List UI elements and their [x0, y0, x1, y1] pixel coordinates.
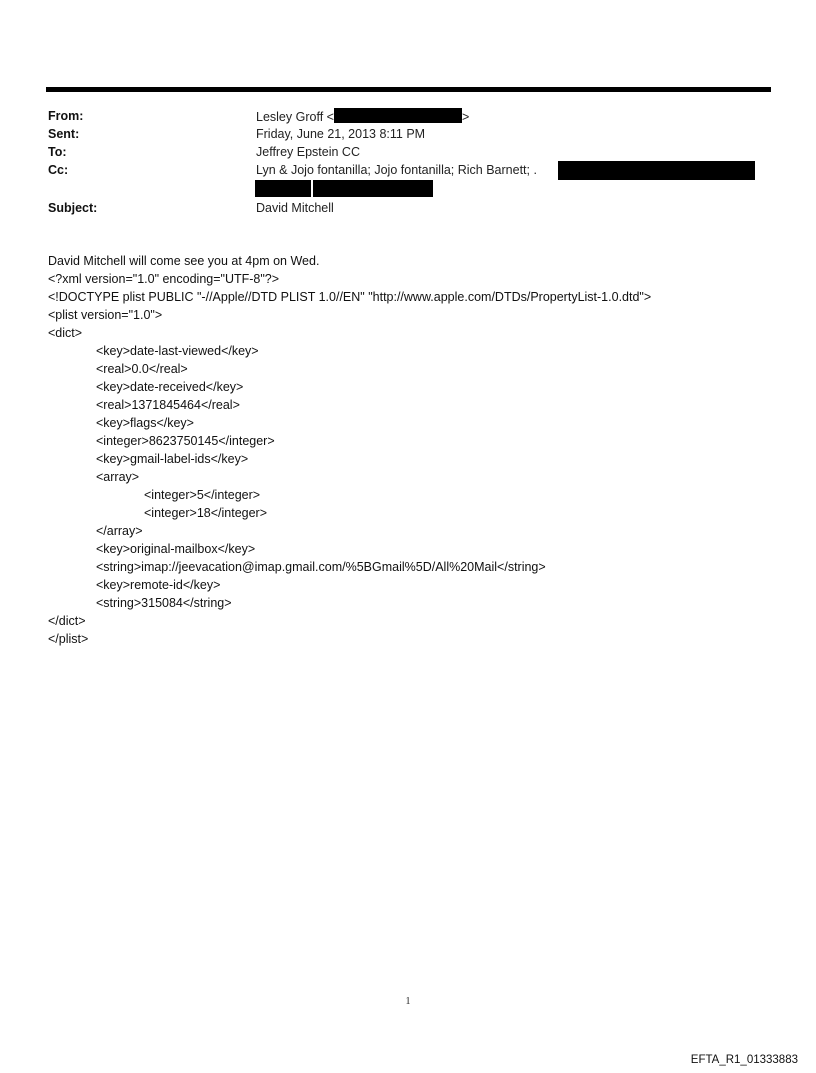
document-id: EFTA_R1_01333883	[690, 1054, 798, 1066]
redaction-block	[313, 180, 433, 197]
from-suffix: >	[461, 110, 470, 124]
from-value	[256, 108, 469, 125]
body-line: <?xml version="1.0" encoding="UTF-8"?>	[48, 272, 280, 286]
body-line: <integer>8623750145</integer>	[96, 434, 275, 448]
redaction-block	[334, 108, 462, 123]
from-label: From:	[48, 109, 84, 123]
body-line: <key>date-last-viewed</key>	[96, 344, 259, 358]
sent-value: Friday, June 21, 2013 8:11 PM	[256, 127, 426, 141]
body-line: <real>0.0</real>	[96, 362, 188, 376]
sent-label: Sent:	[48, 127, 80, 141]
body-line: <key>remote-id</key>	[96, 578, 221, 592]
cc-value: Lyn & Jojo fontanilla; Jojo fontanilla; Rich Barnett; .	[256, 163, 537, 177]
body-line: David Mitchell will come see you at 4pm on Wed.	[48, 254, 320, 268]
body-line: <real>1371845464</real>	[96, 398, 240, 412]
header-rule	[46, 87, 771, 92]
subject-value: David Mitchell	[256, 201, 334, 215]
subject-label: Subject:	[48, 201, 98, 215]
cc-label: Cc:	[48, 163, 69, 177]
to-label: To:	[48, 145, 67, 159]
body-line: <plist version="1.0">	[48, 308, 163, 322]
body-line: <string>imap://jeevacation@imap.gmail.com/%5BGmail%5D/All%20Mail</string>	[96, 560, 546, 574]
body-line: <string>315084</string>	[96, 596, 232, 610]
page-number: 1	[405, 996, 411, 1007]
body-line: <dict>	[48, 326, 83, 340]
body-line: <integer>18</integer>	[144, 506, 268, 520]
body-line: <array>	[96, 470, 140, 484]
body-line: <key>gmail-label-ids</key>	[96, 452, 249, 466]
body-line: <key>date-received</key>	[96, 380, 244, 394]
body-line: </dict>	[48, 614, 86, 628]
redaction-block	[255, 180, 311, 197]
body-line: <key>original-mailbox</key>	[96, 542, 256, 556]
body-line: <key>flags</key>	[96, 416, 194, 430]
redaction-block	[558, 161, 755, 180]
body-line: </plist>	[48, 632, 89, 646]
email-body	[48, 252, 651, 648]
to-value: Jeffrey Epstein CC	[256, 145, 360, 159]
body-line: <integer>5</integer>	[144, 488, 261, 502]
body-line: </array>	[96, 524, 143, 538]
from-name: Lesley Groff <	[256, 110, 334, 124]
body-line: <!DOCTYPE plist PUBLIC "-//Apple//DTD PLIST 1.0//EN" "http://www.apple.com/DTDs/PropertyList-1.0.dtd">	[48, 290, 652, 304]
